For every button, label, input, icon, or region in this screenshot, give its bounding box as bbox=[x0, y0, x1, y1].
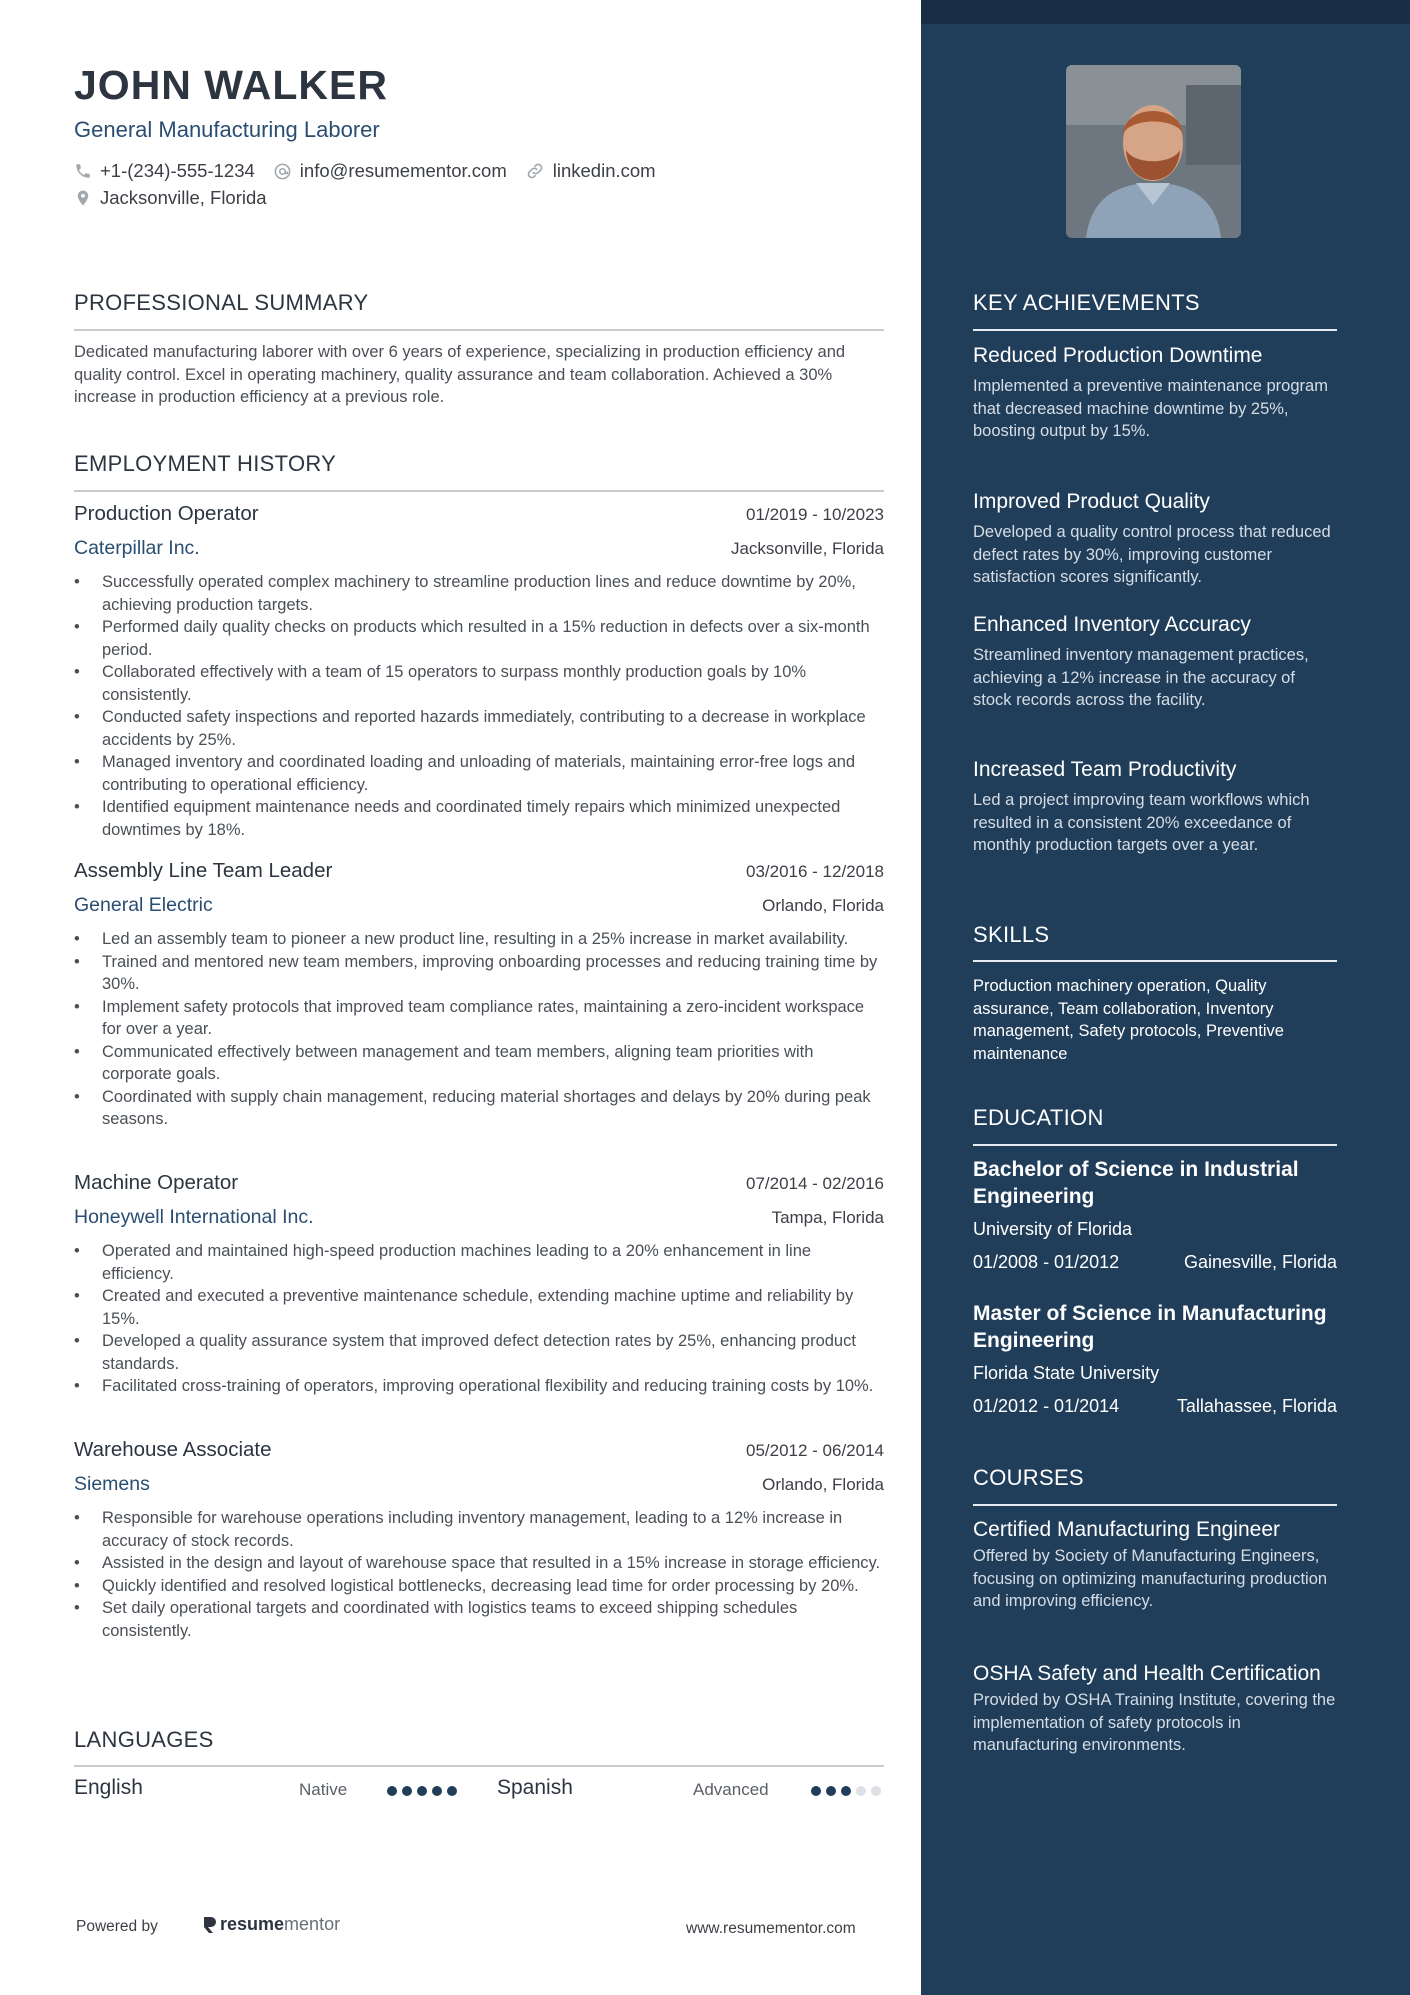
education-divider bbox=[973, 1144, 1337, 1146]
job-title: Assembly Line Team Leader bbox=[74, 859, 333, 882]
footer-site-link[interactable]: www.resumementor.com bbox=[686, 1920, 856, 1937]
job-location: Tampa, Florida bbox=[771, 1208, 884, 1227]
at-icon bbox=[273, 162, 292, 181]
contact-location bbox=[74, 187, 267, 209]
brand-mark-icon bbox=[200, 1915, 218, 1935]
job-bullets bbox=[74, 571, 884, 841]
achievements-heading: KEY ACHIEVEMENTS bbox=[973, 290, 1200, 315]
skills-list: Production machinery operation, Quality assurance, Team collaboration, Inventory management, Safety protocols, Preventive maintenance bbox=[973, 977, 1284, 1063]
summary-heading: PROFESSIONAL SUMMARY bbox=[74, 290, 369, 315]
job-company: Honeywell International Inc. bbox=[74, 1206, 314, 1228]
course-item bbox=[973, 1516, 1337, 1613]
job-entry bbox=[74, 1171, 884, 1398]
job-bullet: • Trained and mentored new team members, improving onboarding processes and reducing training time by 30%. bbox=[74, 951, 884, 996]
job-company: Caterpillar Inc. bbox=[74, 537, 200, 559]
rating-dot-filled bbox=[387, 1786, 397, 1796]
job-dates: 01/2019 - 10/2023 bbox=[745, 505, 884, 524]
job-bullet: • Implement safety protocols that improved team compliance rates, maintaining a zero-incident workspace for over a year. bbox=[74, 996, 884, 1041]
language-rating bbox=[387, 1786, 462, 1796]
job-bullets bbox=[74, 1240, 884, 1398]
job-bullet: • Created and executed a preventive maintenance schedule, extending machine uptime and reliability by 15%. bbox=[74, 1285, 884, 1330]
skills-divider bbox=[973, 960, 1337, 962]
job-bullet: • Conducted safety inspections and reported hazards immediately, contributing to a decrease in workplace accidents by 25%. bbox=[74, 706, 884, 751]
job-dates: 03/2016 - 12/2018 bbox=[745, 862, 884, 881]
job-title: Production Operator bbox=[74, 502, 259, 525]
profile-photo bbox=[1066, 65, 1241, 238]
education-dates: 01/2012 - 01/2014 bbox=[973, 1396, 1120, 1416]
achievement-title: Enhanced Inventory Accuracy bbox=[973, 613, 1251, 636]
language-name: Spanish bbox=[497, 1776, 573, 1799]
employment-divider bbox=[74, 490, 884, 492]
contact-linkedin[interactable] bbox=[525, 160, 656, 182]
rating-dot-filled bbox=[447, 1786, 457, 1796]
languages-divider bbox=[74, 1765, 884, 1767]
job-bullet: • Managed inventory and coordinated loading and unloading of materials, maintaining error-free logs and contributing to operational efficiency. bbox=[74, 751, 884, 796]
achievement-title: Reduced Production Downtime bbox=[973, 344, 1263, 367]
achievement-title: Increased Team Productivity bbox=[973, 758, 1237, 781]
achievement-item bbox=[973, 611, 1337, 712]
education-location: Gainesville, Florida bbox=[1183, 1252, 1337, 1272]
job-bullets bbox=[74, 1507, 884, 1642]
language-name: English bbox=[74, 1776, 143, 1799]
rating-dot-filled bbox=[432, 1786, 442, 1796]
job-location: Orlando, Florida bbox=[762, 1475, 884, 1494]
rating-dot-empty bbox=[856, 1786, 866, 1796]
education-item bbox=[973, 1156, 1337, 1273]
sidebar bbox=[921, 0, 1410, 1995]
job-bullets bbox=[74, 928, 884, 1131]
job-title: Warehouse Associate bbox=[74, 1438, 272, 1461]
employment-heading: EMPLOYMENT HISTORY bbox=[74, 451, 337, 476]
course-item bbox=[973, 1660, 1337, 1757]
job-bullet: • Responsible for warehouse operations including inventory management, leading to a 12% increase in accuracy of stock records. bbox=[74, 1507, 884, 1552]
powered-by-label: Powered by bbox=[76, 1918, 158, 1935]
job-title: Machine Operator bbox=[74, 1171, 239, 1194]
job-location: Jacksonville, Florida bbox=[730, 539, 884, 558]
summary-divider bbox=[74, 329, 884, 331]
job-bullet: • Set daily operational targets and coordinated with logistics teams to exceed shipping schedules consistently. bbox=[74, 1597, 884, 1642]
job-bullet: • Led an assembly team to pioneer a new product line, resulting in a 25% increase in market availability. bbox=[74, 928, 884, 951]
course-title: OSHA Safety and Health Certification bbox=[973, 1662, 1321, 1685]
job-company: General Electric bbox=[74, 894, 213, 916]
phone-text: +1-(234)-555-1234 bbox=[100, 160, 255, 181]
phone-icon bbox=[74, 162, 92, 180]
job-entry bbox=[74, 502, 884, 841]
education-school: Florida State University bbox=[973, 1363, 1160, 1383]
brand-name-light: mentor bbox=[284, 1914, 341, 1934]
achievement-text: Developed a quality control process that reduced defect rates by 30%, improving customer satisfaction scores significantly. bbox=[973, 523, 1331, 586]
rating-dot-filled bbox=[417, 1786, 427, 1796]
achievement-item bbox=[973, 756, 1337, 857]
contact-phone[interactable] bbox=[74, 160, 255, 182]
education-location: Tallahassee, Florida bbox=[1176, 1396, 1337, 1416]
email-text: info@resumementor.com bbox=[299, 160, 507, 181]
course-text: Provided by OSHA Training Institute, covering the implementation of safety protocols in manufacturing environments. bbox=[973, 1691, 1336, 1754]
job-dates: 05/2012 - 06/2014 bbox=[745, 1441, 884, 1460]
brand-name-bold: resume bbox=[220, 1914, 285, 1934]
courses-divider bbox=[973, 1504, 1337, 1506]
courses-heading: COURSES bbox=[973, 1465, 1084, 1490]
job-bullet: • Quickly identified and resolved logistical bottlenecks, decreasing lead time for order processing by 20%. bbox=[74, 1575, 884, 1598]
contact-row-2 bbox=[74, 187, 285, 209]
job-bullet: • Assisted in the design and layout of warehouse space that resulted in a 15% increase in storage efficiency. bbox=[74, 1552, 884, 1575]
achievement-text: Led a project improving team workflows which resulted in a consistent 20% exceedance of monthly production targets over a year. bbox=[973, 791, 1310, 854]
job-entry bbox=[74, 859, 884, 1131]
job-bullet: • Operated and maintained high-speed production machines leading to a 20% enhancement in line efficiency. bbox=[74, 1240, 884, 1285]
location-text: Jacksonville, Florida bbox=[100, 187, 267, 208]
course-title: Certified Manufacturing Engineer bbox=[973, 1518, 1281, 1541]
course-text: Offered by Society of Manufacturing Engineers, focusing on optimizing manufacturing production and improving efficiency. bbox=[973, 1547, 1328, 1610]
sidebar-top-bar bbox=[921, 0, 1410, 24]
rating-dot-filled bbox=[841, 1786, 851, 1796]
link-icon bbox=[525, 161, 545, 181]
achievement-text: Streamlined inventory management practices, achieving a 12% increase in the accuracy of stock records across the facility. bbox=[973, 646, 1309, 709]
job-company: Siemens bbox=[74, 1473, 150, 1495]
achievement-title: Improved Product Quality bbox=[973, 490, 1210, 513]
language-level: Advanced bbox=[693, 1780, 769, 1799]
language-level: Native bbox=[299, 1780, 348, 1799]
languages-heading: LANGUAGES bbox=[74, 1727, 214, 1752]
rating-dot-empty bbox=[871, 1786, 881, 1796]
brand-logo[interactable] bbox=[200, 1914, 340, 1935]
education-item bbox=[973, 1300, 1337, 1417]
candidate-name: JOHN WALKER bbox=[74, 62, 388, 108]
achievements-divider bbox=[973, 329, 1337, 331]
education-degree: Bachelor of Science in Industrial Engineering bbox=[973, 1158, 1299, 1208]
education-dates: 01/2008 - 01/2012 bbox=[973, 1252, 1120, 1272]
job-dates: 07/2014 - 02/2016 bbox=[745, 1174, 884, 1193]
linkedin-text: linkedin.com bbox=[552, 160, 656, 181]
job-entry bbox=[74, 1438, 884, 1642]
skills-heading: SKILLS bbox=[973, 922, 1050, 947]
job-bullet: • Performed daily quality checks on products which resulted in a 15% reduction in defects over a six-month period. bbox=[74, 616, 884, 661]
achievement-item bbox=[973, 342, 1337, 443]
education-heading: EDUCATION bbox=[973, 1105, 1104, 1130]
job-bullet: • Developed a quality assurance system that improved defect detection rates by 25%, enhancing product standards. bbox=[74, 1330, 884, 1375]
job-bullet: • Facilitated cross-training of operators, improving operational flexibility and reducing training costs by 10%. bbox=[74, 1375, 884, 1398]
language-rating bbox=[811, 1786, 886, 1796]
rating-dot-filled bbox=[826, 1786, 836, 1796]
education-degree: Master of Science in Manufacturing Engineering bbox=[973, 1302, 1327, 1352]
contact-row-1 bbox=[74, 160, 674, 182]
summary-text: Dedicated manufacturing laborer with over 6 years of experience, specializing in production efficiency and quality control. Excel in operating machinery, quality assurance and team collaboration. Achieved a 30% increase in production efficiency at a previous role. bbox=[74, 343, 846, 406]
achievement-text: Implemented a preventive maintenance program that decreased machine downtime by 25%, boosting output by 15%. bbox=[973, 377, 1328, 440]
achievement-item bbox=[973, 488, 1337, 589]
job-bullet: • Successfully operated complex machinery to streamline production lines and reduce downtime by 20%, achieving production targets. bbox=[74, 571, 884, 616]
candidate-role: General Manufacturing Laborer bbox=[74, 117, 380, 142]
rating-dot-filled bbox=[811, 1786, 821, 1796]
job-location: Orlando, Florida bbox=[762, 896, 884, 915]
job-bullet: • Identified equipment maintenance needs and coordinated timely repairs which minimized unexpected downtimes by 18%. bbox=[74, 796, 884, 841]
job-bullet: • Coordinated with supply chain management, reducing material shortages and delays by 20% during peak seasons. bbox=[74, 1086, 884, 1131]
job-bullet: • Collaborated effectively with a team of 15 operators to surpass monthly production goals by 10% consistently. bbox=[74, 661, 884, 706]
rating-dot-filled bbox=[402, 1786, 412, 1796]
job-bullet: • Communicated effectively between management and team members, aligning team priorities with corporate goals. bbox=[74, 1041, 884, 1086]
education-school: University of Florida bbox=[973, 1219, 1133, 1239]
contact-email[interactable] bbox=[273, 160, 507, 182]
location-pin-icon bbox=[74, 188, 92, 208]
languages-row bbox=[74, 1776, 884, 1806]
